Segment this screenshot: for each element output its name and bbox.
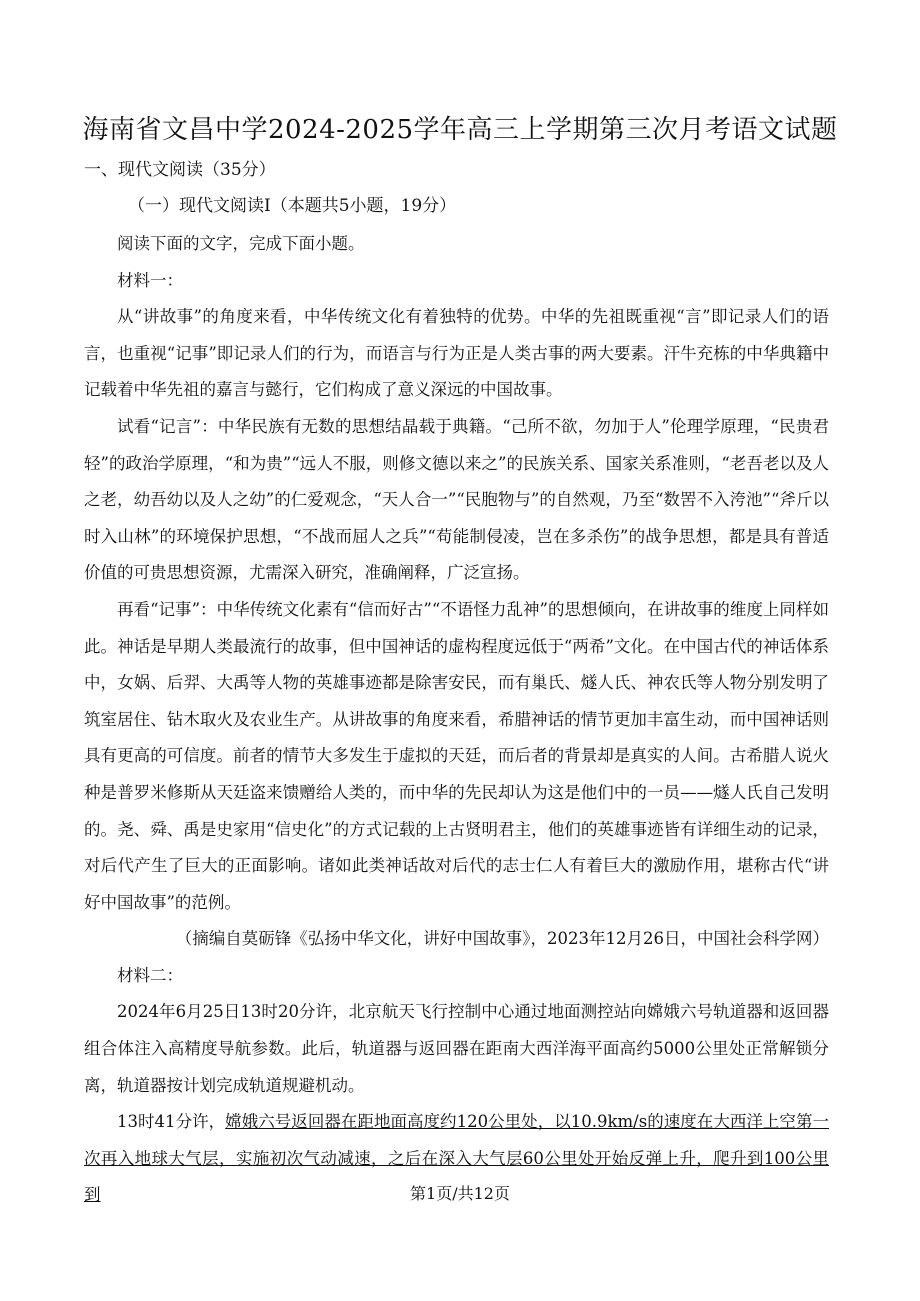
instruction-text: 阅读下面的文字，完成下面小题。	[117, 234, 365, 253]
material-one-paragraph-3: 再看“记事”：中华传统文化素有“信而好古”“不语怪力乱神”的思想倾向，在讲故事的维度上同样如此。神话是早期人类最流行的故事，但中国神话的虚构程度远低于“两希”文化。在中国古代的神话体系中，女娲、后羿、大禹等人物的英雄事迹都是除害安民，而有巢氏、燧人氏、神农氏等人物分别发明了筑室居住、钻木取火及农业生产。从讲故事的角度来看，希腊神话的情节更加丰富生动，而中国神话则具有更高的可信度。前者的情节大多发生于虚拟的天廷，而后者的背景却是真实的人间。古希腊人说火种是普罗米修斯从天廷盗来馈赠给人类的，而中华的先民却认为这是他们中的一员——燧人氏自己发明的。尧、舜、禹是史家用“信史化”的方式记载的上古贤明君主，他们的英雄事迹皆有详细生动的记录，对后代产生了巨大的正面影响。诸如此类神话故对后代的志士仁人有着巨大的激励作用，堪称古代“讲好中国故事”的范例。	[84, 599, 829, 912]
paragraph-lead-text: 13时41分许，	[117, 1112, 226, 1132]
material-one-paragraph-1: 从“讲故事”的角度来看，中华传统文化有着独特的优势。中华的先祖既重视“言”即记录人们的语言，也重视“记事”即记录人们的行为，而语言与行为正是人类古事的两大要素。汗牛充栋的中华典籍中记载着中华先祖的嘉言与懿行，它们构成了意义深远的中国故事。	[84, 307, 829, 400]
material-one-label: 材料一：	[117, 270, 183, 290]
material-two-label: 材料二：	[117, 965, 183, 985]
material-one-source: （摘编自莫砺锋《弘扬中华文化，讲好中国故事》，2023年12月26日，中国社会科学网）	[175, 929, 829, 949]
underlined-text: 嫦娥六号返回器在距地面高度约120公里处，以10.9km/s的速度在大西洋上空第一次再入地球大气层，实施初次气动减速，之后在深入大气层60公里处开始反弹上升，爬升到100公里到	[84, 1112, 829, 1205]
page-title: 海南省文昌中学2024-2025学年高三上学期第三次月考语文试题	[82, 115, 838, 145]
section-heading: 一、现代文阅读（35分）	[84, 160, 276, 180]
material-one-paragraph-2: 试看“记言”：中华民族有无数的思想结晶载于典籍。“己所不欲，勿加于人”伦理学原理，“民贵君轻”的政治学原理，“和为贵”“远人不服，则修文德以来之”的民族关系、国家关系准则，“老吾老以及人之老，幼吾幼以及人之幼”的仁爱观念，“天人合一”“民胞物与”的自然观，乃至“数罟不入洿池”“斧斤以时入山林”的环境保护思想，“不战而屈人之兵”“苟能制侵凌，岂在多杀伤”的战争思想，都是具有普适价值的可贵思想资源，尤需深入研究，准确阐释，广泛宣扬。	[84, 416, 829, 583]
material-two-paragraph-1: 2024年6月25日13时20分许，北京航天飞行控制中心通过地面测控站向嫦娥六号轨道器和返回器组合体注入高精度导航参数。此后，轨道器与返回器在距南大西洋海平面高约5000公里处正常解锁分离，轨道器按计划完成轨道规避机动。	[84, 1002, 829, 1095]
page-number: 第1页/共12页	[410, 1184, 510, 1203]
reading-passage	[84, 226, 829, 1214]
subsection-heading: （一）现代文阅读Ⅰ（本题共5小题，19分）	[128, 196, 457, 216]
